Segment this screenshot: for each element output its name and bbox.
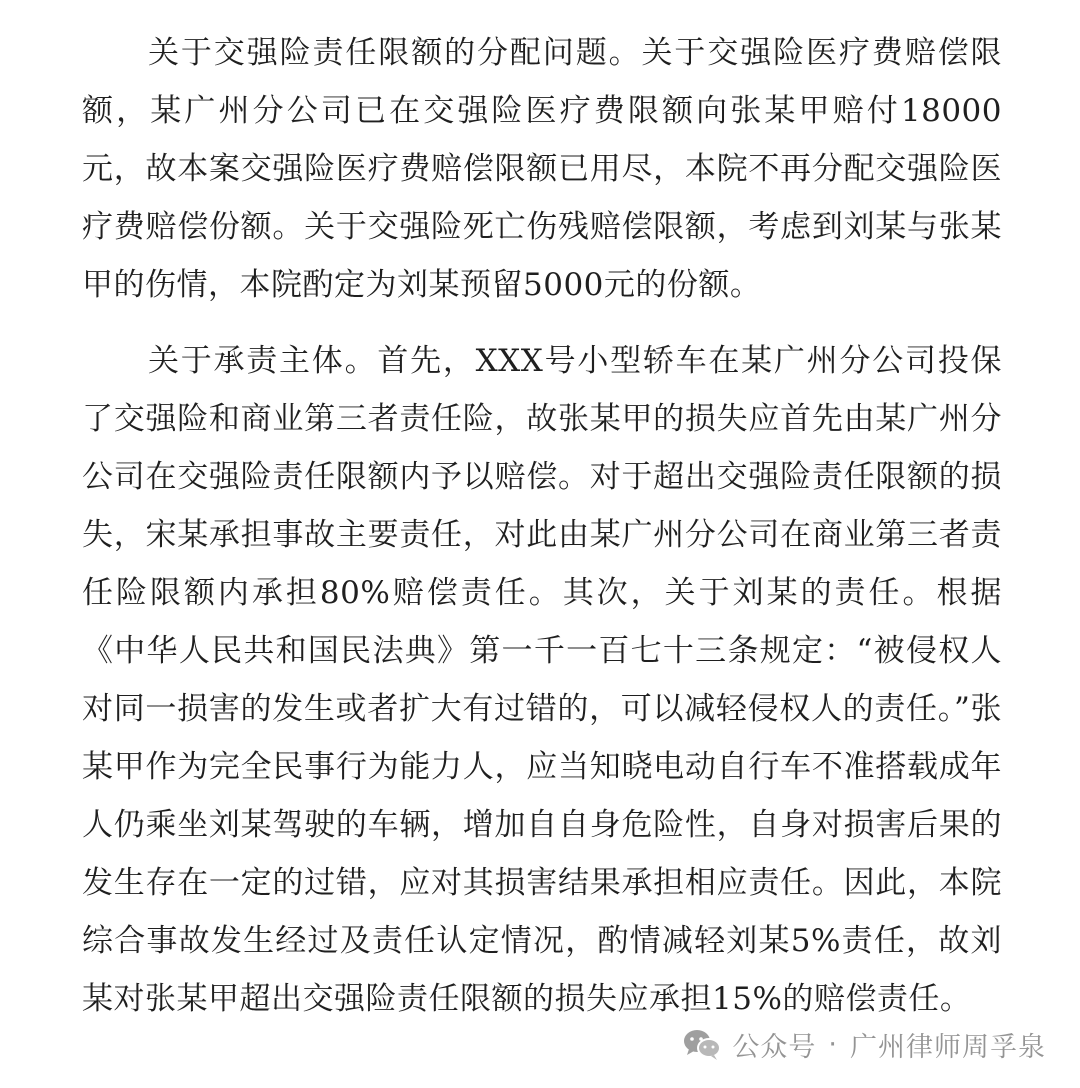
paragraph-liability-limit-allocation: 关于交强险责任限额的分配问题。关于交强险医疗费赔偿限额，某广州分公司已在交强险医疗费限额向张某甲赔付18000元，故本案交强险医疗费赔偿限额已用尽，本院不再分配交强险医疗费赔偿份额。关于交强险死亡伤残赔偿限额，考虑到刘某与张某甲的伤情，本院酌定为刘某预留5000元的份额。 bbox=[82, 35, 1002, 303]
watermark-account: 广州律师周孚泉 bbox=[850, 1031, 1046, 1063]
watermark-label: 公众号 bbox=[732, 1031, 817, 1063]
watermark-separator: · bbox=[828, 1028, 838, 1060]
wechat-icon bbox=[682, 1027, 722, 1061]
watermark bbox=[682, 1020, 1046, 1068]
paragraph-liable-party: 关于承责主体。首先，XXX号小型轿车在某广州分公司投保了交强险和商业第三者责任险，故张某甲的损失应首先由某广州分公司在交强险责任限额内予以赔偿。对于超出交强险责任限额的损失，宋某承担事故主要责任，对此由某广州分公司在商业第三者责任险限额内承担80%赔偿责任。其次，关于刘某的责任。根据《中华人民共和国民法典》第一千一百七十三条规定：“被侵权人对同一损害的发生或者扩大有过错的，可以减轻侵权人的责任。”张某甲作为完全民事行为能力人，应当知晓电动自行车不准搭载成年人仍乘坐刘某驾驶的车辆，增加自自身危险性，自身对损害后果的发生存在一定的过错，应对其损害结果承担相应责任。因此，本院综合事故发生经过及责任认定情况，酌情减轻刘某5%责任，故刘某对张某甲超出交强险责任限额的损失应承担15%的赔偿责任。 bbox=[82, 343, 1002, 1017]
